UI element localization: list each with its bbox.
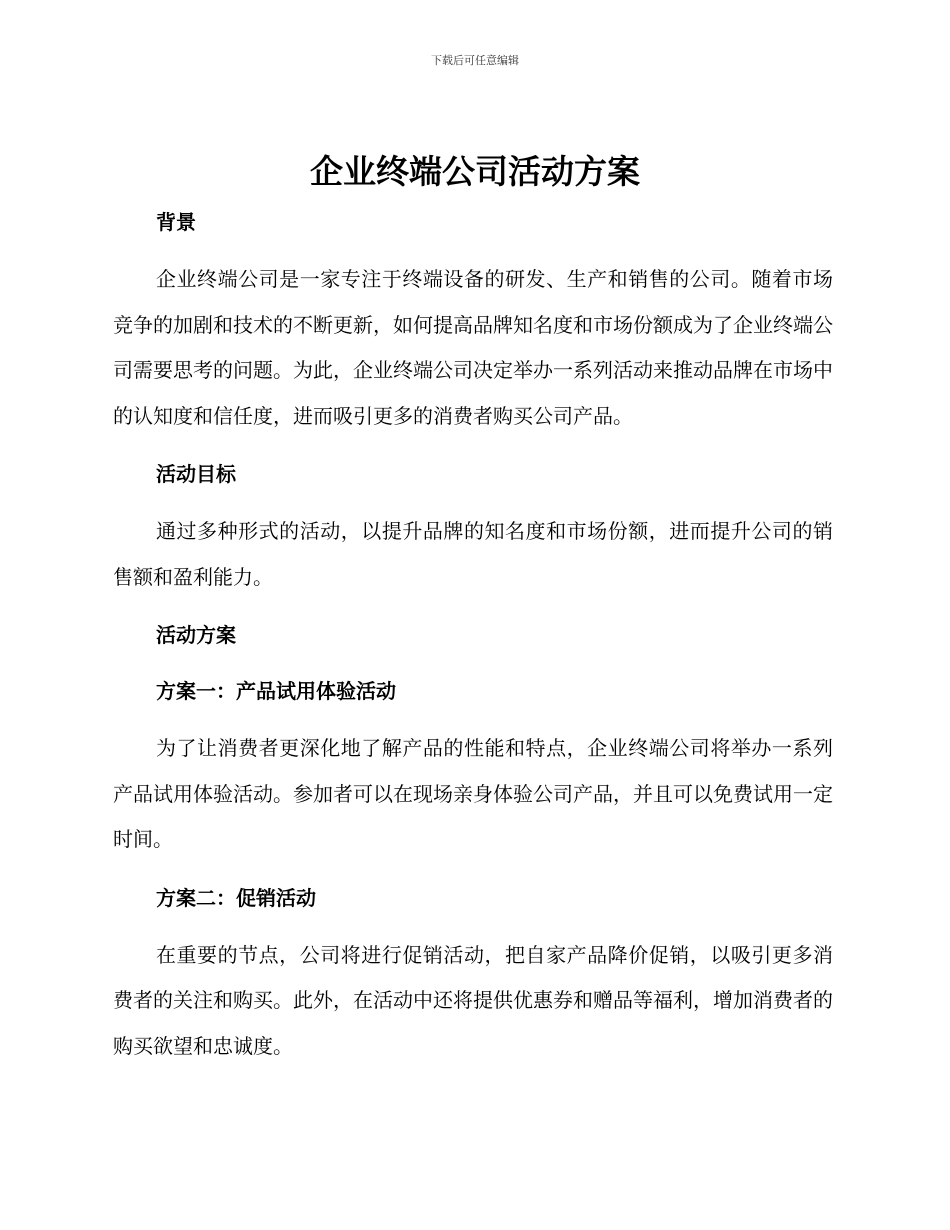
section-heading-plan-two: 方案二：促销活动	[156, 885, 316, 910]
section-paragraph-plan-one: 为了让消费者更深化地了解产品的性能和特点，企业终端公司将举办一系列产品试用体验活动。参加者可以在现场亲身体验公司产品，并且可以免费试用一定时间。	[113, 736, 833, 851]
document-body	[113, 201, 833, 1069]
section-heading-goals: 活动目标	[156, 462, 236, 486]
section-heading-plan: 活动方案	[156, 623, 236, 647]
section-paragraph-goals: 通过多种形式的活动，以提升品牌的知名度和市场份额，进而提升公司的销售额和盈利能力。	[113, 519, 833, 589]
section-paragraph-plan-two: 在重要的节点，公司将进行促销活动，把自家产品降价促销，以吸引更多消费者的关注和购买。此外，在活动中还将提供优惠券和赠品等福利，增加消费者的购买欲望和忠诚度。	[113, 942, 833, 1058]
section-heading-background: 背景	[156, 210, 196, 234]
document-title: 企业终端公司活动方案	[310, 152, 640, 191]
page-header-note: 下载后可任意编辑	[431, 54, 519, 67]
section-paragraph-background: 企业终端公司是一家专注于终端设备的研发、生产和销售的公司。随着市场竞争的加剧和技术的不断更新，如何提高品牌知名度和市场份额成为了企业终端公司需要思考的问题。为此，企业终端公司决定举办一系列活动来推动品牌在市场中的认知度和信任度，进而吸引更多的消费者购买公司产品。	[113, 267, 833, 428]
section-heading-plan-one: 方案一：产品试用体验活动	[156, 679, 396, 703]
